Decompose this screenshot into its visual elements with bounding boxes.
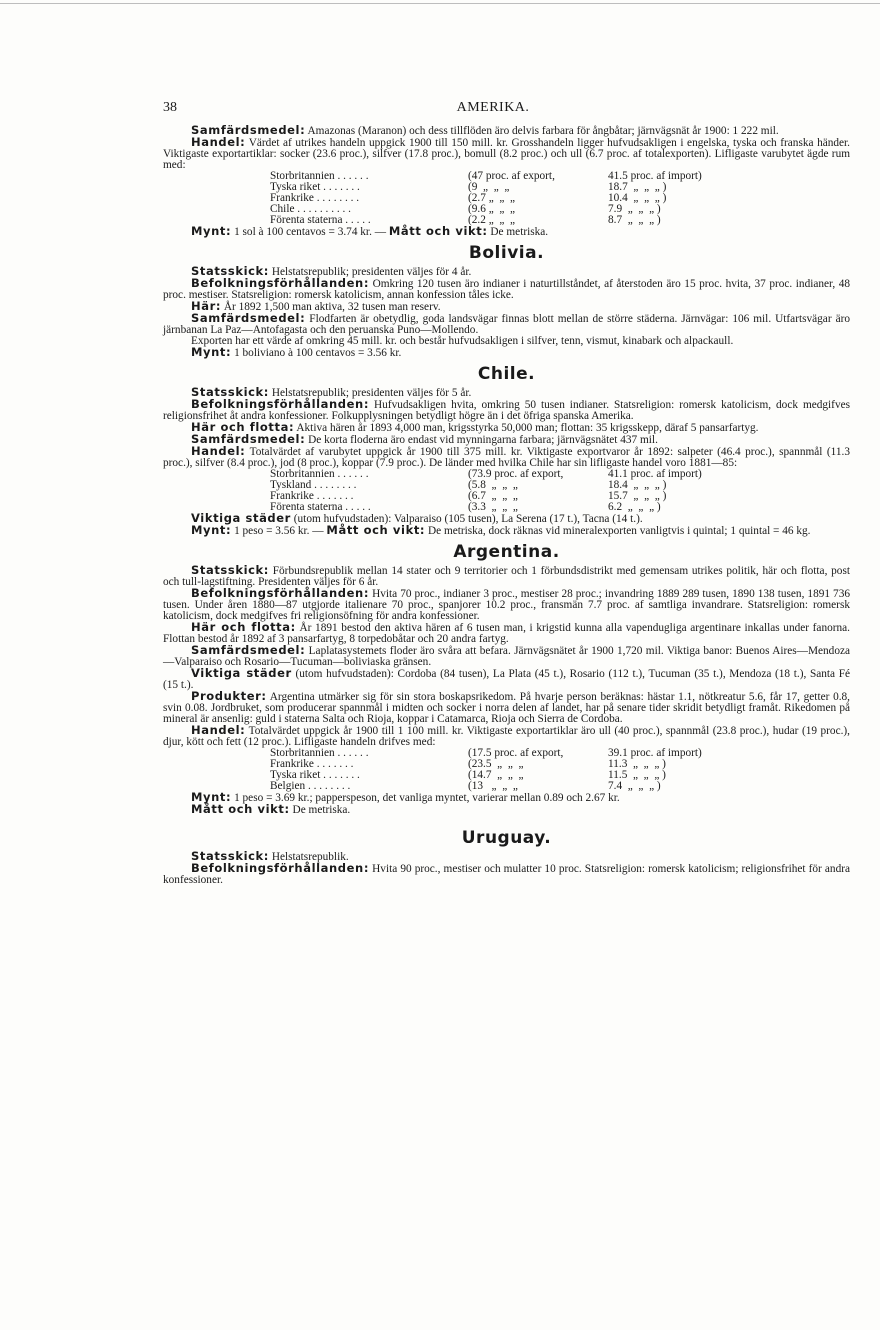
- text-statsskick: Helstatsrepublik; presidenten väljes för 4 år.: [271, 266, 472, 278]
- text-befolkning: Hvita 70 proc., indianer 3 proc., mestiser 28 proc.; invandring 1889 289 tusen, 1890 138 tusen, 1891 736 tusen. Under åren 1880—87 utgjorde italienare 70 proc., spanjorer 10.2 proc., fransmän 7.7 proc. af samtliga invandrare. Statsreligion: romersk katolicism, dock medgifves fri religionsöfning för andra konfessioner.: [163, 588, 850, 622]
- text-har-och-flotta: År 1891 bestod den aktiva hären af 6 tusen man, i krigstid kunna alla vapendugliga argentinare inkallas under fanorna. Flottan bestod år 1892 af 3 pansarfartyg, 8 torpedobåtar och 20 andra fartyg.: [163, 622, 850, 645]
- trade-export: (2.2 „ „ „: [468, 214, 516, 226]
- trade-export: (5.8 „ „ „: [468, 479, 518, 491]
- page-number: 38: [163, 100, 177, 115]
- label-handel: Handel:: [191, 444, 246, 458]
- trade-country: Belgien . . . . . . . .: [270, 780, 351, 792]
- trade-export: (2.7 „ „ „: [468, 192, 516, 204]
- trade-table-chile: [270, 469, 702, 513]
- trade-import: 8.7 „ „ „ ): [608, 214, 661, 226]
- paragraph-peru-samfardsmedel: [163, 125, 850, 137]
- text-mynt: 1 sol à 100 centavos = 3.74 kr. —: [234, 226, 387, 238]
- trade-country: Förenta staterna . . . . .: [270, 214, 371, 226]
- trade-import: 41.1 proc. af import): [608, 468, 702, 480]
- trade-import: 15.7 „ „ „ ): [608, 490, 667, 502]
- trade-country: Chile . . . . . . . . . .: [270, 203, 351, 215]
- text-befolkning: Hvita 90 proc., mestiser och mulatter 10 proc. Statsreligion: romersk katolicism; religionsfrihet för andra konfessioner.: [163, 863, 850, 886]
- text-samfardsmedel: Laplatasystemets floder äro svåra att befara. Järnvägsnätet år 1900 1,720 mil. Viktiga banor: Buenos Aires—Mendoza—Valparaiso och Rosario—Tucuman—boliviaska gränsen.: [163, 645, 850, 668]
- trade-country: Tyska riket . . . . . . .: [270, 769, 360, 781]
- trade-export: (23.5 „ „ „: [468, 758, 524, 770]
- text-matt-och-vikt: De metriska, dock räknas vid mineralexporten vanligtvis i quintal; 1 quintal = 46 kg.: [427, 525, 811, 537]
- trade-country: Frankrike . . . . . . .: [270, 490, 354, 502]
- text-befolkning: Omkring 120 tusen äro indianer i naturtillståndet, af återstoden äro 15 proc. hvita, 37 proc. indianer, 48 proc. mestiser. Statsreligion: romersk katolicism, annan konfession tåles icke.: [163, 278, 851, 301]
- text-mynt: 1 peso = 3.56 kr. —: [234, 525, 324, 537]
- trade-country: Storbritannien . . . . . .: [270, 468, 369, 480]
- text-handel: Totalvärdet uppgick år 1900 till 1 100 mill. kr. Viktigaste exportartiklar äro ull (40 proc.), spannmål (23.8 proc.), hudar (19 proc.), djur, kött och fett (12 proc.). Lifligaste handeln drifves med:: [163, 725, 850, 748]
- page-body: [163, 125, 850, 886]
- paragraph-argentina-produkter: [163, 691, 850, 725]
- heading-chile: Chile.: [477, 364, 536, 384]
- text-matt-och-vikt: De metriska.: [490, 226, 549, 238]
- label-matt-och-vikt: Mått och vikt:: [388, 224, 488, 238]
- running-title: AMERIKA.: [456, 100, 530, 115]
- label-befolkning: Befolkningsförhållanden:: [191, 586, 370, 600]
- text-matt-och-vikt: De metriska.: [292, 804, 351, 816]
- trade-export: (17.5 proc. af export,: [468, 747, 564, 759]
- label-har-och-flotta: Här och flotta:: [191, 420, 295, 434]
- paragraph-uruguay-befolkning: [163, 863, 850, 886]
- paragraph-peru-handel: [163, 137, 850, 171]
- trade-export: (3.3 „ „ „: [468, 501, 518, 513]
- text-mynt: 1 boliviano à 100 centavos = 3.56 kr.: [234, 347, 402, 359]
- text-viktiga-stader: (utom hufvudstaden): Valparaiso (105 tusen), La Serena (17 t.), Tacna (14 t.).: [293, 513, 643, 525]
- paragraph-bolivia-mynt: [163, 347, 850, 359]
- trade-country: Storbritannien . . . . . .: [270, 747, 369, 759]
- trade-country: Tyskland . . . . . . . .: [270, 479, 357, 491]
- label-har: Här:: [191, 299, 222, 313]
- paragraph-chile-samfardsmedel: [163, 434, 850, 446]
- label-mynt: Mynt:: [191, 224, 232, 238]
- label-mynt: Mynt:: [191, 523, 232, 537]
- label-statsskick: Statsskick:: [191, 563, 269, 577]
- trade-country: Frankrike . . . . . . . .: [270, 192, 360, 204]
- paragraph-peru-mynt: [163, 226, 850, 238]
- text-har-och-flotta: Aktiva hären år 1893 4,000 man, krigsstyrka 50,000 man; flottan: 35 krigsskepp, däraf 5 pansarfartyg.: [296, 422, 759, 434]
- trade-import: 10.4 „ „ „ ): [608, 192, 667, 204]
- label-befolkning: Befolkningsförhållanden:: [191, 397, 370, 411]
- text-handel: Totalvärdet af varubytet uppgick år 1900 till 375 mill. kr. Viktigaste exportvaror år 1892: salpeter (46.4 proc.), spannmål (11.3 proc.), silfver (8.4 proc.), jod (8 proc.), koppar (7.9 proc.). De länder med hvilka Chile har sin lifligaste handel voro 1881—85:: [163, 446, 850, 469]
- text-befolkning: Hufvudsakligen hvita, omkring 50 tusen indianer. Statsreligion: romersk katolicism, dock medgifves religionsfrihet åt andra konfessioner. Folkupplysningen betydligt högre än i det öfriga spanska Amerika.: [163, 399, 850, 422]
- label-matt-och-vikt: Mått och vikt:: [191, 802, 290, 816]
- label-har-och-flotta: Här och flotta:: [191, 620, 296, 634]
- paragraph-bolivia-samfardsmedel: [163, 313, 850, 336]
- text-samfardsmedel: De korta floderna äro endast vid mynningarna farbara; järnvägsnätet 437 mil.: [308, 434, 658, 446]
- paragraph-chile-mynt: [163, 525, 850, 537]
- heading-argentina: Argentina.: [453, 542, 560, 562]
- trade-import: 41.5 proc. af import): [608, 170, 702, 182]
- trade-import: 18.4 „ „ „ ): [608, 479, 667, 491]
- text-produkter: Argentina utmärker sig för sin stora boskapsrikedom. På hvarje person beräknas: hästar 1.1, nötkreatur 5.6, får 17, getter 0.8, svin 0.08. Jordbruket, som producerar spannmål i midten och socker i norra delen af landet, har på senare tider skridit betydligt framåt. Rikedomen på mineral är ansenlig: guld i staterna Salta och Rioja, koppar i Catamarca, Rioja och Sierra de Cordoba.: [163, 691, 851, 725]
- trade-import: 11.3 „ „ „ ): [608, 758, 666, 770]
- heading-uruguay: Uruguay.: [461, 828, 552, 848]
- trade-table-argentina: [270, 748, 702, 792]
- label-viktiga-stader: Viktiga städer: [191, 666, 292, 680]
- label-statsskick: Statsskick:: [191, 849, 269, 863]
- label-handel: Handel:: [191, 723, 246, 737]
- trade-country: Storbritannien . . . . . .: [270, 170, 369, 182]
- paragraph-argentina-viktiga-stader: [163, 668, 850, 691]
- text-mynt: 1 peso = 3.69 kr.; papperspeson, det vanliga myntet, varierar mellan 0.89 och 2.67 kr.: [234, 792, 620, 804]
- label-samfardsmedel: Samfärdsmedel:: [191, 432, 306, 446]
- paragraph-argentina-handel: [163, 725, 850, 748]
- paragraph-argentina-samfardsmedel: [163, 645, 850, 668]
- trade-export: (47 proc. af export,: [468, 170, 555, 182]
- label-samfardsmedel: Samfärdsmedel:: [191, 643, 306, 657]
- text-samfardsmedel: Amazonas (Maranon) och dess tillflöden äro delvis farbara för ångbåtar; järnvägsnät år 1900: 1 222 mil.: [307, 125, 779, 137]
- label-befolkning: Befolkningsförhållanden:: [191, 276, 370, 290]
- trade-export: (6.7 „ „ „: [468, 490, 518, 502]
- trade-import: 7.9 „ „ „ ): [608, 203, 661, 215]
- label-mynt: Mynt:: [191, 790, 232, 804]
- table-row: [270, 502, 702, 513]
- paragraph-argentina-statsskick: [163, 565, 850, 588]
- trade-export: (13 „ „ „: [468, 780, 518, 792]
- label-samfardsmedel: Samfärdsmedel:: [191, 123, 306, 137]
- trade-import: 18.7 „ „ „ ): [608, 181, 667, 193]
- label-statsskick: Statsskick:: [191, 264, 269, 278]
- trade-country: Frankrike . . . . . . .: [270, 758, 354, 770]
- label-viktiga-stader: Viktiga städer: [191, 511, 291, 525]
- trade-table-peru: [270, 171, 702, 226]
- paragraph-argentina-befolkning: [163, 588, 850, 622]
- paragraph-bolivia-export: Exporten har ett värde af omkring 45 mill. kr. och består hufvudsakligen i silfver, tenn, vismut, kinabark och alpackaull.: [191, 335, 734, 347]
- paragraph-argentina-har-och-flotta: [163, 622, 850, 645]
- text-samfardsmedel: Flodfarten är obetydlig, goda landsvägar finnas blott mellan de större städerna. Järnvägar: 106 mil. Utfartsvägar äro järnbanan La Paz—Antofagasta och den peruanska Puno—Mollendo.: [163, 313, 850, 336]
- text-statsskick: Helstatsrepublik.: [271, 851, 349, 863]
- trade-import: 39.1 proc. af import): [608, 747, 702, 759]
- trade-export: (9.6 „ „ „: [468, 203, 516, 215]
- paragraph-chile-befolkning: [163, 399, 850, 422]
- label-samfardsmedel: Samfärdsmedel:: [191, 311, 306, 325]
- text-viktiga-stader: (utom hufvudstaden): Cordoba (84 tusen), La Plata (45 t.), Rosario (112 t.), Tucuman (35 t.), Mendoza (18 t.), Santa Fé (15 t.).: [163, 668, 850, 691]
- trade-country: Tyska riket . . . . . . .: [270, 181, 360, 193]
- paragraph-chile-viktiga-stader: [163, 513, 850, 525]
- trade-export: (9 „ „ „: [468, 181, 510, 193]
- top-edge-rule: [0, 3, 880, 4]
- trade-import: 6.2 „ „ „ ): [608, 501, 661, 513]
- trade-country: Förenta staterna . . . . .: [270, 501, 371, 513]
- paragraph-bolivia-befolkning: [163, 278, 850, 301]
- trade-import: 7.4 „ „ „ ): [608, 780, 661, 792]
- trade-export: (14.7 „ „ „: [468, 769, 524, 781]
- text-handel: Värdet af utrikes handeln uppgick 1900 till 150 mill. kr. Grosshandeln ligger hufvudsakligen i engelska, tyska och franska händer. Viktigaste exportartiklar: socker (23.6 proc.), silfver (17.8 proc.), bomull (8.2 proc.) och ull (6.7 proc. af totalexporten). Lifligaste varubytet ägde rum med:: [163, 137, 850, 171]
- trade-export: (73.9 proc. af export,: [468, 468, 564, 480]
- label-mynt: Mynt:: [191, 345, 232, 359]
- trade-import: 11.5 „ „ „ ): [608, 769, 666, 781]
- label-matt-och-vikt: Mått och vikt:: [326, 523, 426, 537]
- heading-bolivia: Bolivia.: [468, 243, 545, 263]
- text-har: År 1892 1,500 man aktiva, 32 tusen man reserv.: [223, 301, 441, 313]
- page-header: [163, 100, 823, 116]
- label-produkter: Produkter:: [191, 689, 267, 703]
- label-handel: Handel:: [191, 135, 246, 149]
- paragraph-chile-handel: [163, 446, 850, 469]
- text-statsskick: Helstatsrepublik; presidenten väljes för 5 år.: [271, 387, 472, 399]
- label-befolkning: Befolkningsförhållanden:: [191, 861, 370, 875]
- label-statsskick: Statsskick:: [191, 385, 269, 399]
- table-row: [270, 781, 702, 792]
- paragraph-argentina-matt: [163, 804, 850, 816]
- text-statsskick: Förbundsrepublik mellan 14 stater och 9 territorier och 1 förbundsdistrikt med gemensam utrikes politik, här och flotta, post och tull-lagstiftning. Presidenten väljes för 6 år.: [163, 565, 850, 588]
